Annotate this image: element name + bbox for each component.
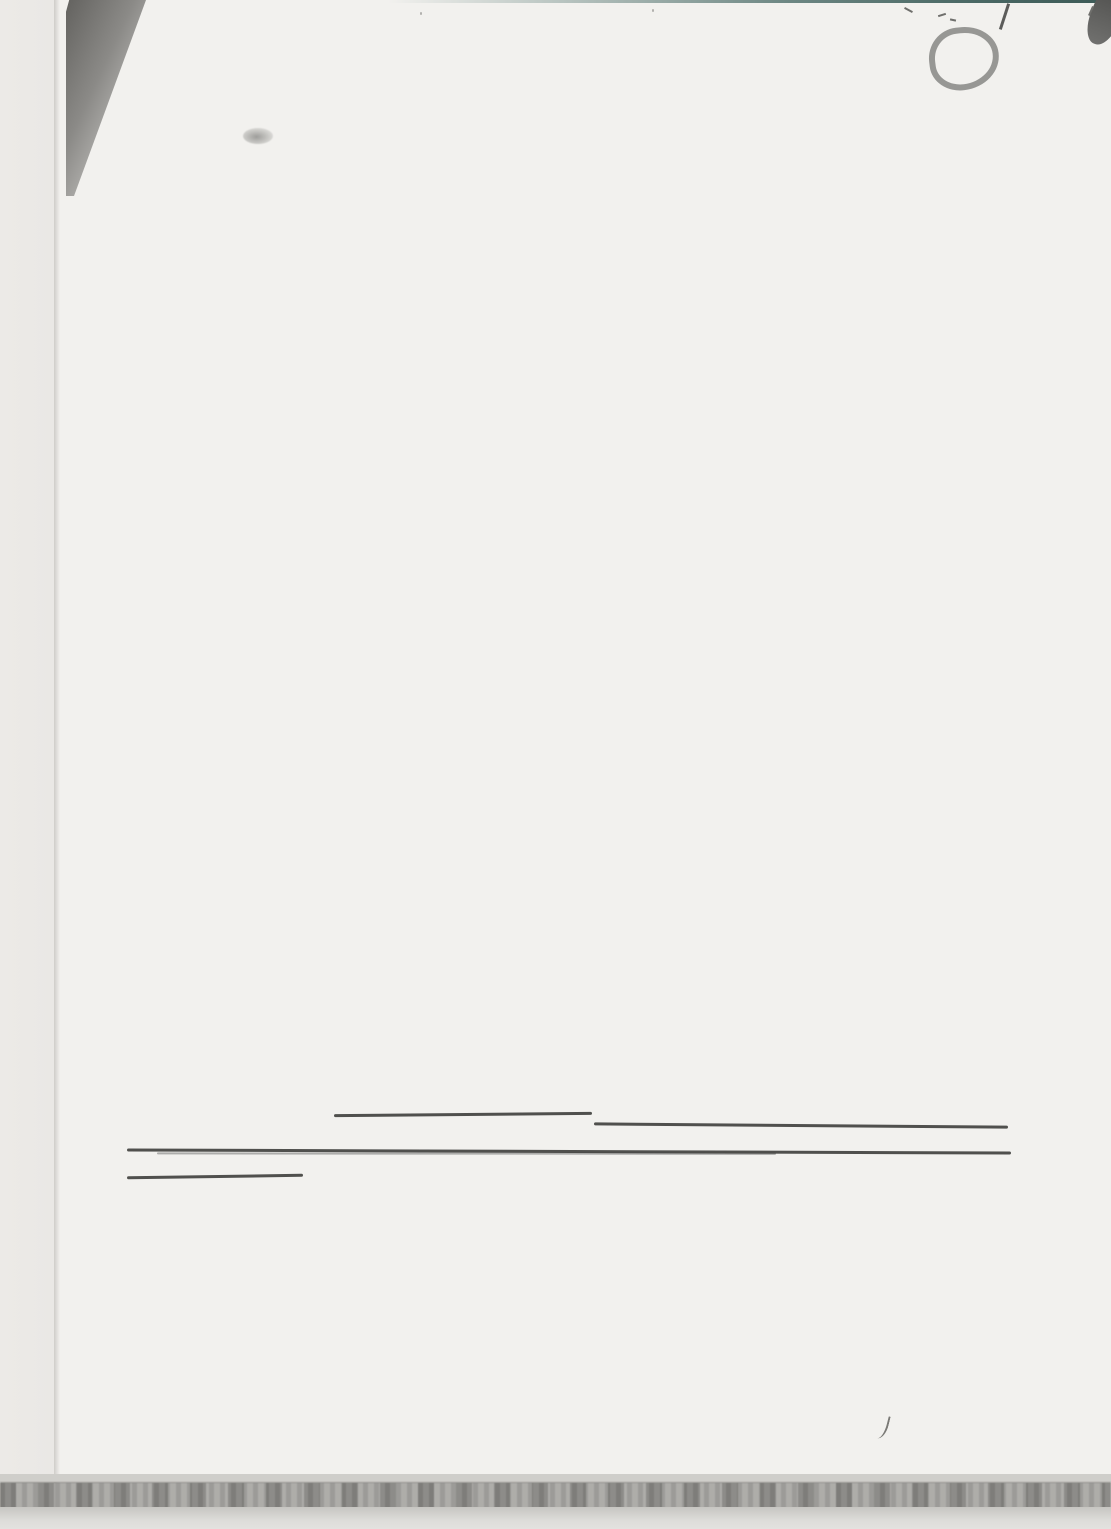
scan-band-light xyxy=(0,1507,1111,1529)
pen-mark-icon xyxy=(999,3,1010,29)
scan-band-dark xyxy=(0,1482,1111,1508)
pen-mark-icon xyxy=(950,18,956,21)
scan-band-soft xyxy=(0,1474,1111,1482)
page-edge-shadow xyxy=(54,0,60,1529)
pen-mark-icon xyxy=(938,13,946,17)
pen-mark-icon xyxy=(904,7,913,13)
pen-underline-2 xyxy=(127,1148,1011,1154)
pen-strike-line xyxy=(334,1112,592,1117)
scan-speck xyxy=(652,9,654,12)
pen-underline-3 xyxy=(127,1174,303,1179)
pen-squiggle xyxy=(873,1414,890,1440)
pen-underline-1 xyxy=(594,1122,1008,1128)
page-number-circle xyxy=(925,23,1002,94)
scan-speck xyxy=(420,12,422,15)
page-corner-shadow xyxy=(1080,0,1111,49)
scanner-bed-margin xyxy=(0,0,54,1529)
ink-smudge xyxy=(243,128,273,144)
document-text xyxy=(130,95,1008,126)
scanner-edge-strip xyxy=(388,0,1111,3)
